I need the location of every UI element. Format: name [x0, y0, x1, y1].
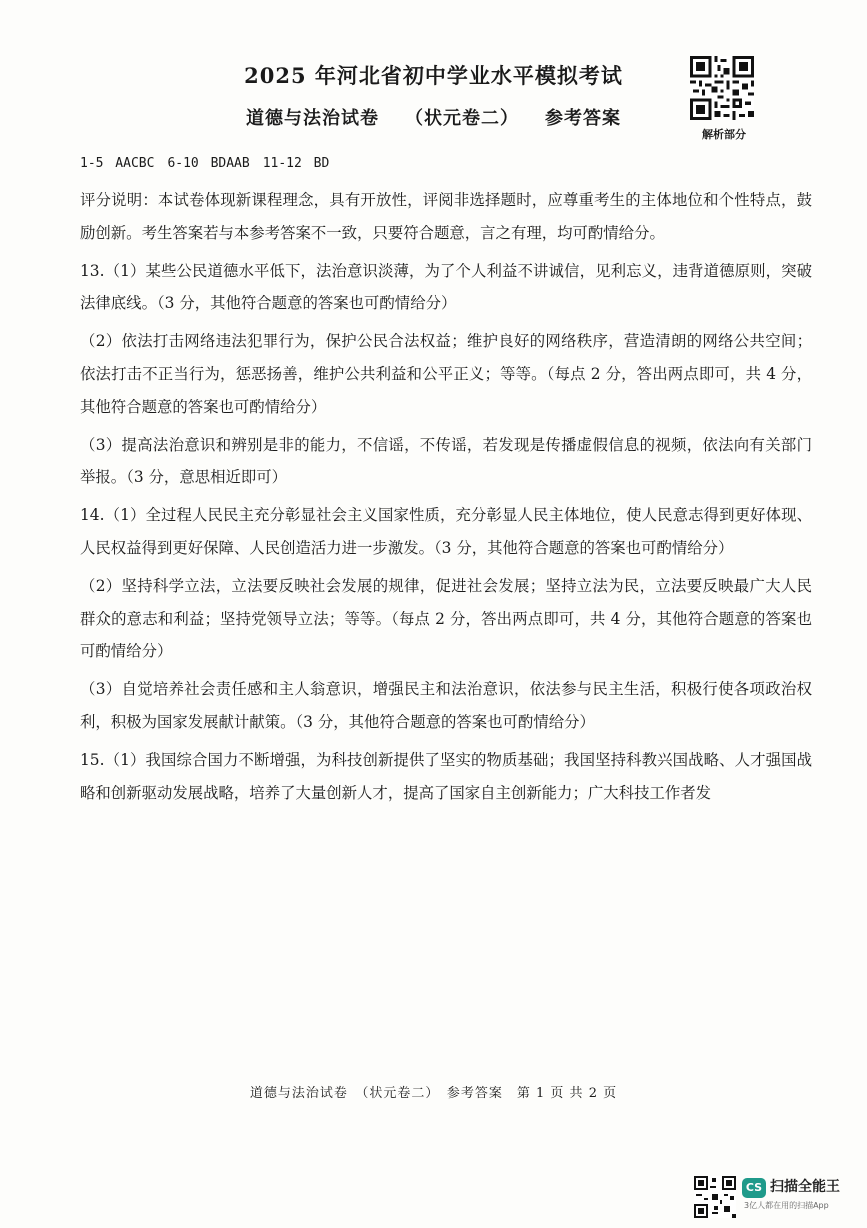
- camscanner-tagline: 3亿人都在用的扫描App: [744, 1201, 829, 1210]
- answer-body: [80, 184, 812, 814]
- q15-part1: 15.（1）我国综合国力不断增强，为科技创新提供了坚实的物质基础；我国坚持科教兴国战略、人才强国战略和创新驱动发展战略，培养了大量创新人才，提高了国家自主创新能力；广大科技工作者发: [80, 750, 812, 802]
- page-footer: 道德与法治试卷 （状元卷二） 参考答案 第 1 页 共 2 页: [249, 1086, 618, 1101]
- q14-part1: 14.（1）全过程人民民主充分彰显社会主义国家性质，充分彰显人民主体地位，使人民意志得到更好体现、人民权益得到更好保障、人民创造活力进一步激发。（3 分，其他符合题意的答案也可酌情给分）: [80, 506, 812, 557]
- qr-code-icon[interactable]: [690, 56, 754, 120]
- answer-key-label: 参考答案: [545, 108, 621, 129]
- scoring-note: 评分说明：本试卷体现新课程理念，具有开放性，评阅非选择题时，应尊重考生的主体地位和个性特点，鼓励创新。考生答案若与本参考答案不一致，只要符合题意，言之有理，均可酌情给分。: [80, 191, 812, 242]
- q13-part1: 13.（1）某些公民道德水平低下，法治意识淡薄，为了个人利益不讲诚信，见利忘义，违背道德原则，突破法律底线。（3 分，其他符合题意的答案也可酌情给分）: [80, 261, 812, 313]
- q14-part3: （3）自觉培养社会责任感和主人翁意识，增强民主和法治意识，依法参与民主生活，积极行使各项政治权利，积极为国家发展献计献策。（3 分，其他符合题意的答案也可酌情给分）: [80, 680, 812, 731]
- scanner-qr-icon[interactable]: [694, 1176, 736, 1218]
- qr-caption: 解析部分: [702, 128, 746, 141]
- q14-part2: （2）坚持科学立法，立法要反映社会发展的规律，促进社会发展；坚持立法为民，立法要反映最广大人民群众的意志和利益；坚持党领导立法；等等。（每点 2 分，答出两点即可，共 4 分，其他符合题意的答案也可酌情给分）: [80, 576, 812, 661]
- exam-title: 2025 年河北省初中学业水平模拟考试: [244, 63, 623, 88]
- subject-name: 道德与法治试卷: [246, 108, 379, 129]
- camscanner-logo-icon: CS: [742, 1178, 766, 1198]
- q13-part2: （2）依法打击网络违法犯罪行为，保护公民合法权益；维护良好的网络秩序，营造清朗的网络公共空间；依法打击不正当行为，惩恶扬善，维护公共利益和公平正义；等等。（每点 2 分，答出两点即可，共 4 分，其他符合题意的答案也可酌情给分）: [80, 332, 812, 416]
- camscanner-name: 扫描全能王: [770, 1179, 840, 1195]
- q13-part3: （3）提高法治意识和辨别是非的能力，不信谣，不传谣，若发现是传播虚假信息的视频，依法向有关部门举报。（3 分，意思相近即可）: [80, 435, 812, 487]
- paper-variant: （状元卷二）: [405, 108, 519, 129]
- choice-answers: 1-5 AACBC 6-10 BDAAB 11-12 BD: [80, 156, 330, 171]
